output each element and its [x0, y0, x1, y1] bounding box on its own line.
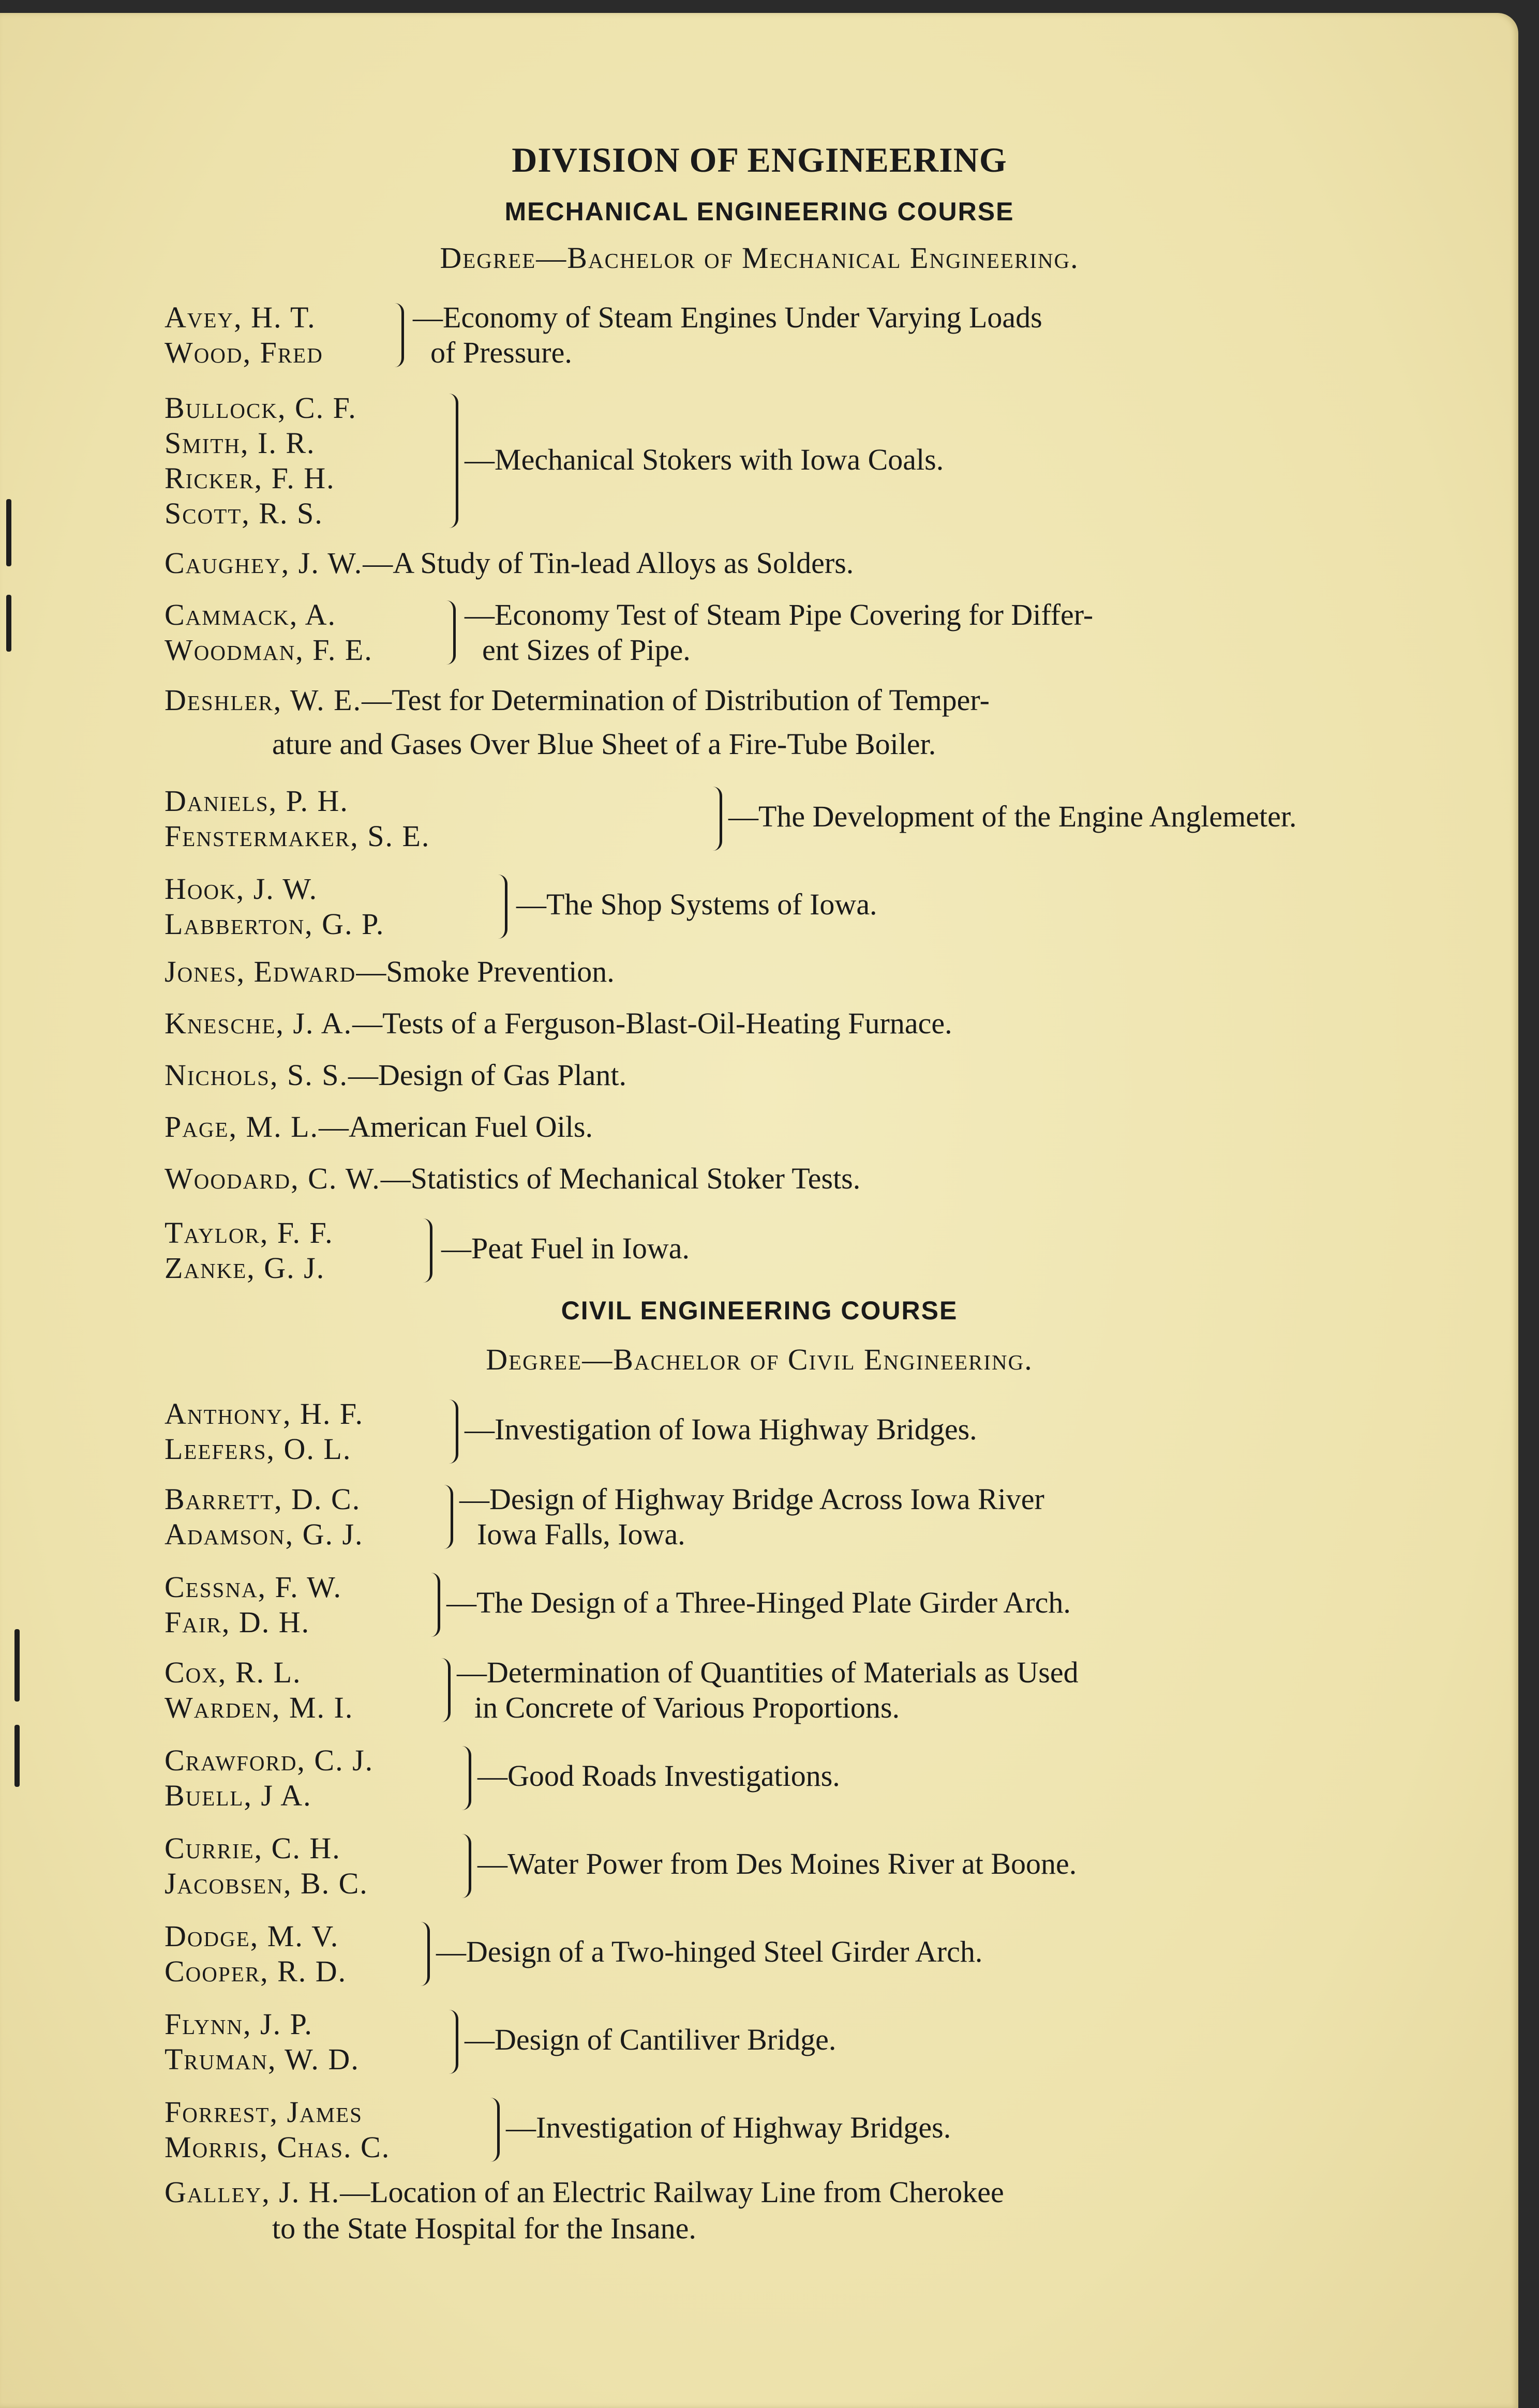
grouping-brace [459, 1746, 471, 1810]
thesis-title: —The Shop Systems of Iowa. [516, 887, 877, 921]
thesis-title: —Mechanical Stokers with Iowa Coals. [465, 443, 944, 476]
division-title: DIVISION OF ENGINEERING [512, 140, 1007, 179]
student-name: Cessna, F. W. [165, 1570, 342, 1604]
student-name: Woodard, C. W. [165, 1162, 381, 1195]
student-name: Ricker, F. H. [165, 461, 335, 495]
binding-mark [14, 1629, 20, 1702]
thesis-title: —Design of Cantiliver Bridge. [465, 2023, 836, 2056]
student-name: Deshler, W. E. [165, 683, 362, 717]
student-name: Woodman, F. E. [165, 633, 373, 667]
thesis-title: —Tests of a Ferguson-Blast-Oil-Heating Furnace. [352, 1006, 952, 1040]
student-name: Bullock, C. F. [165, 391, 357, 425]
student-name: Truman, W. D. [165, 2042, 360, 2076]
student-name: Jones, Edward [165, 955, 356, 988]
student-name: Barrett, D. C. [165, 1482, 361, 1516]
student-name: Buell, J A. [165, 1779, 312, 1812]
student-name: Zanke, G. J. [165, 1251, 325, 1285]
thesis-title: —Economy Test of Steam Pipe Covering for Differ- [465, 598, 1094, 631]
thesis-title: —Peat Fuel in Iowa. [441, 1231, 690, 1265]
grouping-brace [446, 2010, 458, 2074]
grouping-brace [459, 1834, 471, 1898]
grouping-brace [439, 1658, 451, 1722]
thesis-title: —Smoke Prevention. [356, 955, 615, 988]
student-name: Jacobsen, B. C. [165, 1867, 368, 1900]
binding-mark [6, 595, 11, 652]
thesis-title-cont: ature and Gases Over Blue Sheet of a Fire-Tube Boiler. [272, 727, 936, 761]
student-name: Knesche, J. A. [165, 1006, 353, 1040]
thesis-title: —Test for Determination of Distribution of Temper- [362, 683, 990, 717]
thesis-title: —American Fuel Oils. [319, 1110, 593, 1143]
student-name: Warden, M. I. [165, 1691, 354, 1724]
thesis-title: —Design of Gas Plant. [348, 1058, 627, 1092]
grouping-brace [446, 1399, 458, 1464]
student-name: Nichols, S. S. [165, 1058, 348, 1092]
thesis-title-cont: of Pressure. [430, 336, 572, 369]
student-name: Hook, J. W. [165, 872, 318, 906]
civil-degree-line: Degree—Bachelor of Civil Engineering. [486, 1343, 1033, 1376]
student-name: Page, M. L. [165, 1110, 319, 1143]
thesis-title: —Statistics of Mechanical Stoker Tests. [380, 1162, 861, 1195]
grouping-brace [488, 2098, 500, 2162]
student-name: Taylor, F. F. [165, 1216, 334, 1250]
thesis-title: —The Design of a Three-Hinged Plate Girder Arch. [446, 1586, 1071, 1619]
grouping-brace [496, 875, 507, 939]
binding-mark [14, 1725, 20, 1787]
civil-course-heading: CIVIL ENGINEERING COURSE [561, 1296, 958, 1325]
student-name: Adamson, G. J. [165, 1517, 364, 1551]
thesis-title-cont: to the State Hospital for the Insane. [272, 2211, 696, 2245]
thesis-title-cont: ent Sizes of Pipe. [482, 633, 691, 667]
student-name: Morris, Chas. C. [165, 2130, 391, 2164]
student-name: Leefers, O. L. [165, 1432, 352, 1466]
student-name: Forrest, James [165, 2095, 363, 2129]
student-name: Daniels, P. H. [165, 784, 349, 818]
student-name: Galley, J. H. [165, 2175, 340, 2209]
thesis-title: —The Development of the Engine Anglemeter. [728, 800, 1297, 833]
thesis-title-cont: in Concrete of Various Proportions. [474, 1691, 900, 1724]
thesis-title: —Water Power from Des Moines River at Boone. [477, 1847, 1077, 1880]
thesis-title: —Determination of Quantities of Materials as Used [457, 1656, 1079, 1689]
thesis-title-cont: Iowa Falls, Iowa. [477, 1517, 685, 1551]
student-name: Anthony, H. F. [165, 1397, 364, 1431]
mechanical-course-heading: MECHANICAL ENGINEERING COURSE [504, 197, 1014, 226]
grouping-brace [441, 1485, 453, 1549]
student-name: Currie, C. H. [165, 1831, 341, 1865]
student-name: Dodge, M. V. [165, 1919, 339, 1953]
thesis-title: —Design of a Two-hinged Steel Girder Arch. [436, 1935, 983, 1968]
student-name: Cammack, A. [165, 598, 336, 631]
grouping-brace [446, 394, 458, 528]
binding-mark [6, 499, 11, 566]
student-name: Cooper, R. D. [165, 1954, 347, 1988]
student-name: Flynn, J. P. [165, 2007, 313, 2041]
student-name: Smith, I. R. [165, 426, 316, 460]
grouping-brace [418, 1922, 430, 1986]
student-name: Scott, R. S. [165, 496, 323, 530]
thesis-title: —Location of an Electric Railway Line from Cherokee [340, 2175, 1004, 2209]
grouping-brace [444, 600, 456, 665]
thesis-title: —Economy of Steam Engines Under Varying Loads [413, 300, 1042, 334]
student-name: Cox, R. L. [165, 1656, 302, 1689]
student-name: Labberton, G. P. [165, 907, 385, 941]
student-name: Caughey, J. W. [165, 546, 363, 580]
thesis-title: —Good Roads Investigations. [477, 1759, 840, 1793]
thesis-title: —Investigation of Highway Bridges. [506, 2111, 951, 2144]
grouping-brace [392, 303, 404, 367]
student-name: Crawford, C. J. [165, 1743, 374, 1777]
grouping-brace [710, 787, 722, 851]
thesis-title: —A Study of Tin-lead Alloys as Solders. [363, 546, 854, 580]
grouping-brace [421, 1218, 432, 1283]
mechanical-degree-line: Degree—Bachelor of Mechanical Engineering. [440, 241, 1079, 275]
student-name: Wood, Fred [165, 336, 323, 369]
grouping-brace [428, 1573, 440, 1637]
document-page [0, 13, 1518, 2408]
student-name: Fair, D. H. [165, 1605, 310, 1639]
thesis-title: —Design of Highway Bridge Across Iowa River [459, 1482, 1044, 1516]
student-name: Avey, H. T. [165, 300, 316, 334]
student-name: Fenstermaker, S. E. [165, 819, 430, 853]
thesis-title: —Investigation of Iowa Highway Bridges. [465, 1412, 977, 1446]
